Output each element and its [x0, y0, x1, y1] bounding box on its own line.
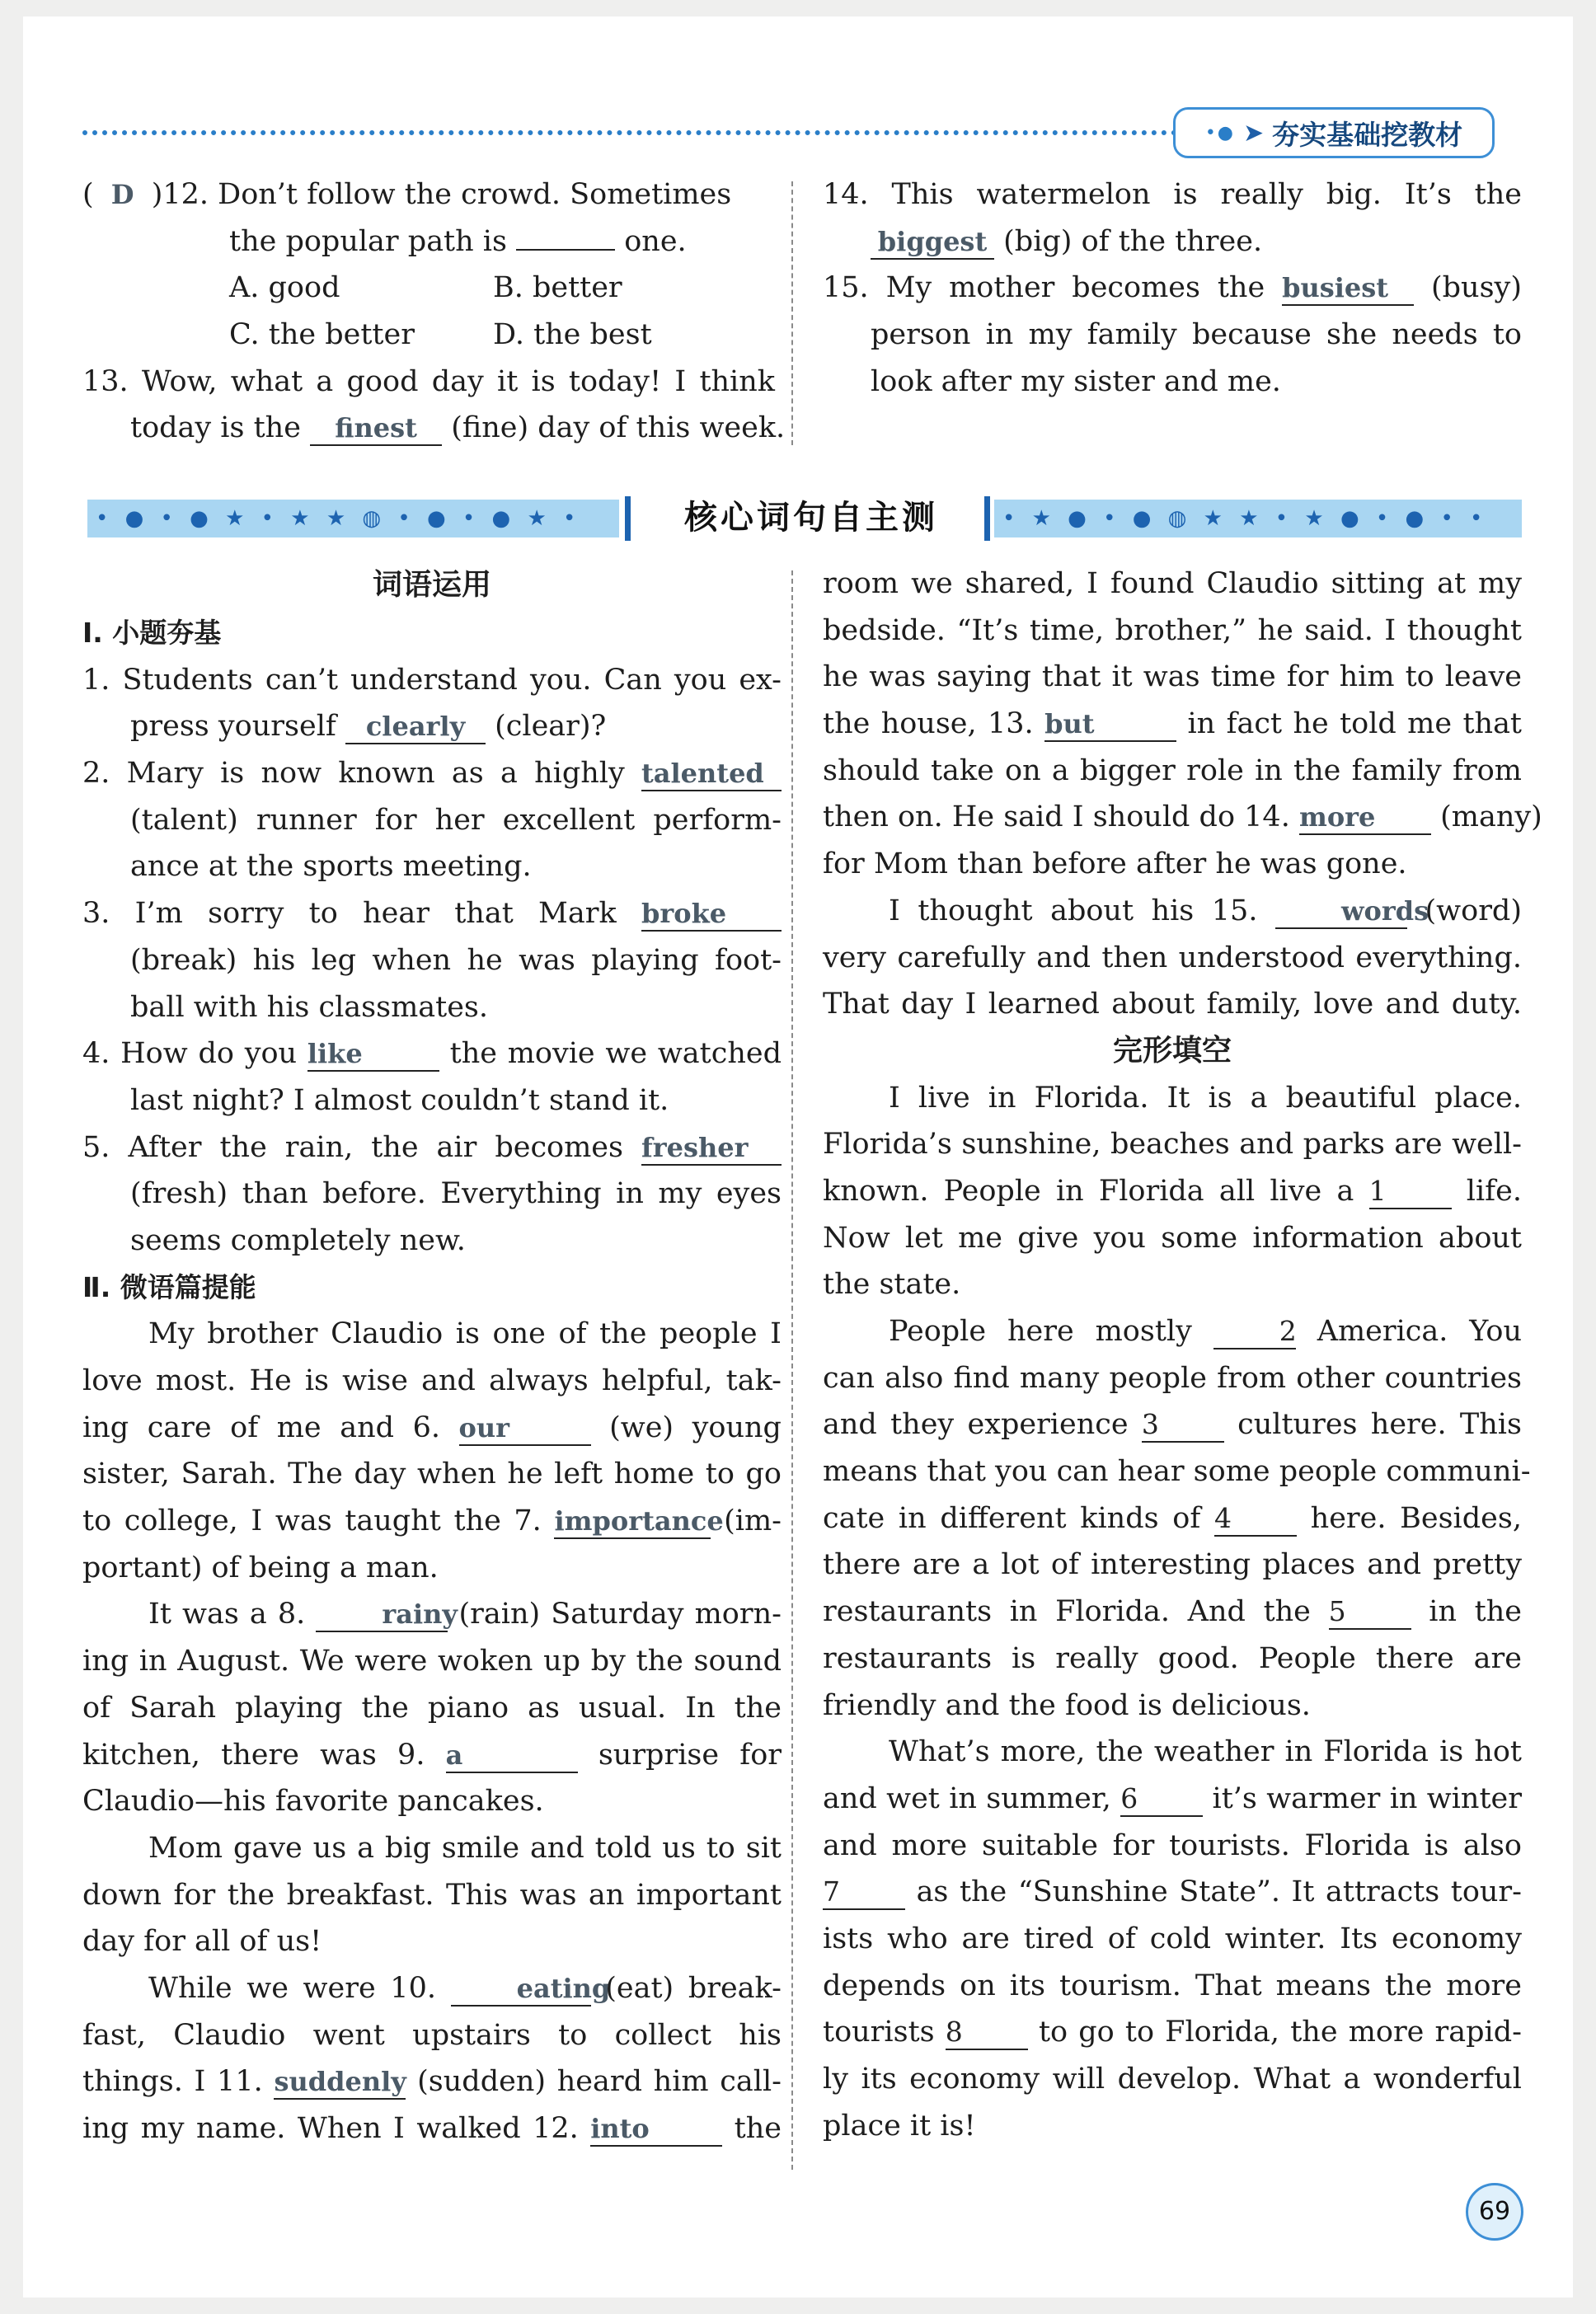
item5-line-2: (fresh) than before. Everything in my eyes	[130, 1177, 782, 1211]
passage-p3-line-3: day for all of us!	[82, 1925, 322, 1959]
passage-cont-line-3: he was saying that it was time for him to leave	[823, 660, 1522, 694]
cloze-line-21	[823, 2009, 1522, 2056]
passage-cont-line-8	[823, 888, 1522, 935]
banner-dots-icon: •●	[1204, 122, 1236, 143]
cloze-line-16	[823, 1776, 1522, 1823]
q13-answer: finest	[310, 411, 442, 446]
p2-pre-9: kitchen, there was 9.	[82, 1738, 425, 1772]
item1-pre: press yourself	[130, 710, 336, 744]
passage-p1-line-4: sister, Sarah. The day when he left home to go	[82, 1457, 782, 1491]
q12-line-2	[82, 218, 775, 265]
item4-line-2: last night? I almost couldn’t stand it.	[130, 1083, 669, 1117]
item5-pre: 5. After the rain, the air becomes	[82, 1130, 623, 1164]
passage-p4-line-2: fast, Claudio went upstairs to collect his	[82, 2018, 782, 2052]
q13-line-1: 13. Wow, what a good day it is today! I think	[82, 364, 775, 398]
answer-9: a	[446, 1739, 578, 1773]
item2-line-2: (talent) runner for her excellent perform-	[130, 803, 782, 837]
r4-post-13: in fact he told me that	[1187, 707, 1522, 741]
workbook-page	[23, 16, 1573, 2298]
passage-p1-line-5	[82, 1498, 782, 1545]
p2-post-8: (rain) Saturday morn-	[458, 1598, 782, 1631]
vocab-heading: 词语运用	[372, 568, 491, 602]
q12-text: 12. Don’t follow the crowd. Sometimes	[162, 178, 732, 211]
item4-answer: like	[307, 1037, 439, 1072]
passage-p1-line-3	[82, 1405, 782, 1452]
cloze-blank-4: 4	[1214, 1502, 1297, 1537]
passage-cont-line-9: very carefully and then understood everything.	[823, 941, 1522, 974]
cloze-line-18	[823, 1869, 1522, 1916]
cloze-line-20: depends on its tourism. That means the more	[823, 1969, 1522, 2002]
header-banner	[1173, 107, 1495, 158]
passage-cont-line-10: That day I learned about family, love and duty.	[823, 988, 1522, 1021]
cloze-blank-2: 2	[1213, 1315, 1296, 1349]
q12-option-b: B. better	[493, 271, 622, 305]
item1-line-2	[82, 703, 782, 750]
q15-pre: 15. My mother becomes the	[823, 271, 1265, 305]
cloze-pre-4: cate in different kinds of	[823, 1501, 1201, 1535]
section-banner-left-bar	[625, 496, 631, 541]
q14-line-1: 14. This watermelon is really big. It’s the	[823, 178, 1522, 211]
cloze-post-2: America. You	[1317, 1315, 1522, 1348]
cloze-line-2: Florida’s sunshine, beaches and parks are well-	[823, 1128, 1522, 1162]
q12-answer: D	[110, 179, 134, 210]
r8-post-15: (word)	[1425, 894, 1522, 927]
q12-option-d: D. the best	[493, 318, 652, 352]
cloze-pre-8: tourists	[823, 2016, 935, 2049]
p4-pre-11: things. I 11.	[82, 2065, 263, 2099]
passage-cont-line-6	[823, 794, 1542, 841]
passage-cont-line-2: bedside. “It’s time, brother,” he said. I thought	[823, 613, 1522, 647]
q14-post: (big) of the three.	[1003, 224, 1263, 258]
item2-pre: 2. Mary is now known as a highly	[82, 757, 625, 791]
cloze-post-3: cultures here. This	[1237, 1408, 1522, 1442]
answer-7: importance	[554, 1504, 711, 1539]
q12-options-ab	[82, 265, 775, 312]
cloze-post-7: as the “Sunshine State”. It attracts tour-	[916, 1875, 1522, 1909]
item4-post: the movie we watched	[449, 1037, 782, 1071]
p1-pre-7: to college, I was taught the 7.	[82, 1504, 542, 1538]
cloze-line-19: ists who are tired of cold winter. Its economy	[823, 1922, 1522, 1955]
p4-post-12: the	[734, 2112, 782, 2145]
q15-line-2: person in my family because she needs to	[871, 318, 1522, 352]
top-column-divider	[791, 181, 793, 445]
banner-arrow-icon: ➤	[1243, 118, 1265, 148]
q15-answer: busiest	[1282, 271, 1414, 306]
r4-pre-13: the house, 13.	[823, 707, 1034, 741]
cloze-pre-2: People here mostly	[889, 1315, 1192, 1348]
top-right-questions	[823, 171, 1522, 405]
q12-paren-close: )	[151, 178, 163, 211]
top-left-questions	[82, 171, 786, 452]
cloze-blank-3: 3	[1142, 1408, 1224, 1443]
p2-pre-8: It was a 8.	[148, 1598, 306, 1631]
cloze-post-8: to go to Florida, the more rapid-	[1038, 2016, 1522, 2049]
cloze-line-12	[823, 1589, 1522, 1636]
p1-pre-6: ing care of me and 6.	[82, 1410, 440, 1444]
cloze-line-15: What’s more, the weather in Florida is hot	[889, 1735, 1522, 1769]
r6-pre-14: then on. He said I should do 14.	[823, 800, 1290, 834]
page-number: 69	[1466, 2183, 1523, 2241]
answer-6: our	[459, 1411, 591, 1446]
answer-8: rainy	[316, 1598, 448, 1632]
item1-post: (clear)?	[495, 710, 607, 744]
answer-13: but	[1044, 707, 1176, 742]
cloze-line-22: ly its economy will develop. What a wonderful	[823, 2063, 1522, 2096]
section-banner	[87, 495, 1522, 541]
answer-15: words	[1275, 894, 1407, 929]
cloze-blank-6: 6	[1120, 1782, 1203, 1817]
cloze-line-5: the state.	[823, 1268, 961, 1302]
cloze-post-4: here. Besides,	[1310, 1501, 1522, 1535]
q12-line-1	[82, 171, 775, 218]
passage-p4-line-4	[82, 2105, 782, 2152]
answer-11: suddenly	[274, 2065, 406, 2100]
p1-post-7: (im-	[724, 1504, 782, 1538]
item3-line-2: (break) his leg when he was playing foot-	[130, 943, 782, 977]
q15-line-1	[823, 265, 1522, 312]
q15-post: (busy)	[1430, 271, 1522, 305]
passage-p3-line-1: Mom gave us a big smile and told us to sit	[148, 1831, 782, 1865]
part2-heading: Ⅱ. 微语篇提能	[82, 1270, 256, 1303]
cloze-line-14: friendly and the food is delicious.	[823, 1688, 1311, 1722]
cloze-blank-7: 7	[823, 1875, 905, 1910]
cloze-line-11: there are a lot of interesting places and pretty	[823, 1548, 1522, 1582]
answer-12: into	[590, 2112, 722, 2147]
q14-answer: biggest	[871, 225, 994, 260]
p2-post-9: surprise for	[598, 1738, 782, 1772]
item2-answer: talented	[641, 757, 782, 791]
item5-line-3: seems completely new.	[130, 1223, 466, 1257]
r8-pre-15: I thought about his 15.	[889, 894, 1258, 927]
item3-line-1	[82, 890, 782, 937]
item2-line-3: ance at the sports meeting.	[130, 850, 532, 884]
passage-cont-line-5: should take on a bigger role in the family from	[823, 753, 1522, 787]
passage-p2-line-4	[82, 1732, 782, 1779]
item2-line-1	[82, 750, 782, 797]
passage-p2-line-5: Claudio—his favorite pancakes.	[82, 1785, 544, 1819]
passage-p1-line-1: My brother Claudio is one of the people I	[148, 1317, 782, 1351]
section-banner-right-pattern: • ★ ● • ● ◍ ★ ★ • ★ ● • ● • •	[994, 500, 1522, 537]
item1-line-1: 1. Students can’t understand you. Can you ex-	[82, 663, 782, 697]
cloze-line-7: can also find many people from other countries	[823, 1361, 1522, 1395]
cloze-blank-8: 8	[946, 2016, 1028, 2050]
cloze-pre-3: and they experience	[823, 1408, 1129, 1442]
right-column	[823, 561, 1542, 2149]
passage-cont-line-7: for Mom than before after he was gone.	[823, 847, 1407, 881]
passage-p2-line-2: ing in August. We were woken up by the sound	[82, 1645, 782, 1678]
item1-answer: clearly	[345, 710, 486, 744]
passage-p2-line-1	[82, 1591, 782, 1638]
cloze-pre-1: known. People in Florida all live a	[823, 1174, 1354, 1208]
part1-heading: Ⅰ. 小题夯基	[82, 617, 222, 649]
cloze-pre-6: and wet in summer,	[823, 1781, 1111, 1815]
q14-line-2	[823, 218, 1522, 265]
q13-line-2	[82, 405, 786, 452]
passage-p4-line-3	[82, 2058, 782, 2105]
q12-options-cd	[82, 312, 775, 359]
passage-cont-line-1: room we shared, I found Claudio sitting at my	[823, 567, 1522, 600]
cloze-line-13: restaurants is really good. People there are	[823, 1641, 1522, 1675]
q12-paren-open: (	[82, 178, 94, 211]
cloze-line-1: I live in Florida. It is a beautiful place.	[889, 1081, 1522, 1115]
q13-post: (fine) day of this week.	[451, 411, 786, 445]
header-dotted-rule	[82, 130, 1187, 135]
item4-pre: 4. How do you	[82, 1037, 298, 1071]
p4-pre-10: While we were 10.	[148, 1971, 436, 2005]
item5-line-1	[82, 1124, 782, 1171]
cloze-line-9: means that you can hear some people communi-	[823, 1455, 1531, 1489]
item3-pre: 3. I’m sorry to hear that Mark	[82, 897, 617, 931]
cloze-post-5: in the	[1429, 1595, 1522, 1629]
cloze-line-6	[823, 1308, 1522, 1355]
passage-p1-line-2: love most. He is wise and always helpful, tak-	[82, 1364, 782, 1397]
q12-blank	[516, 249, 615, 251]
vocab-left-column	[82, 561, 782, 2152]
cloze-heading: 完形填空	[1112, 1033, 1232, 1068]
r6-post-14: (many)	[1440, 800, 1542, 834]
p1-post-6: (we) young	[609, 1410, 782, 1444]
cloze-blank-1: 1	[1369, 1175, 1452, 1209]
p4-pre-12: ing my name. When I walked 12.	[82, 2112, 579, 2145]
answer-10: eating	[451, 1972, 591, 2007]
cloze-line-8	[823, 1401, 1522, 1448]
q12-stem-end: one.	[624, 224, 687, 258]
cloze-post-6: it’s warmer in winter	[1212, 1781, 1522, 1815]
item4-line-1	[82, 1030, 782, 1077]
passage-p4-line-1	[82, 1965, 782, 2012]
p4-post-11: (sudden) heard him call-	[417, 2065, 782, 2099]
q12-stem: the popular path is	[229, 224, 507, 258]
cloze-line-3	[823, 1168, 1522, 1215]
item5-answer: fresher	[641, 1131, 782, 1166]
cloze-pre-5: restaurants in Florida. And the	[823, 1595, 1311, 1629]
passage-p3-line-2: down for the breakfast. This was an important	[82, 1878, 782, 1912]
section-banner-left-pattern: • ● • ● ★ • ★ ★ ◍ • ● • ● ★ •	[87, 500, 619, 537]
cloze-post-1: life.	[1466, 1174, 1522, 1208]
q13-pre: today is the	[130, 411, 301, 445]
item3-answer: broke	[641, 897, 782, 932]
cloze-line-4: Now let me give you some information about	[823, 1221, 1522, 1255]
section-banner-right-bar	[984, 496, 990, 541]
q12-option-a: A. good	[229, 271, 340, 305]
cloze-line-10	[823, 1495, 1522, 1542]
passage-p1-line-6: portant) of being a man.	[82, 1551, 439, 1584]
section-title: 核心词句自主测	[684, 499, 938, 537]
p4-post-10: (eat) break-	[605, 1971, 782, 2005]
passage-cont-line-4	[823, 701, 1522, 748]
banner-title: 夯实基础挖教材	[1272, 118, 1463, 151]
cloze-line-17: and more suitable for tourists. Florida is also	[823, 1828, 1522, 1862]
q12-option-c: C. the better	[229, 318, 415, 352]
q15-line-3: look after my sister and me.	[871, 364, 1281, 398]
main-column-divider	[791, 570, 793, 2170]
item3-line-3: ball with his classmates.	[130, 990, 488, 1024]
cloze-blank-5: 5	[1329, 1595, 1411, 1630]
passage-p2-line-3: of Sarah playing the piano as usual. In the	[82, 1691, 782, 1725]
answer-14: more	[1299, 800, 1431, 835]
cloze-line-23: place it is!	[823, 2109, 976, 2143]
